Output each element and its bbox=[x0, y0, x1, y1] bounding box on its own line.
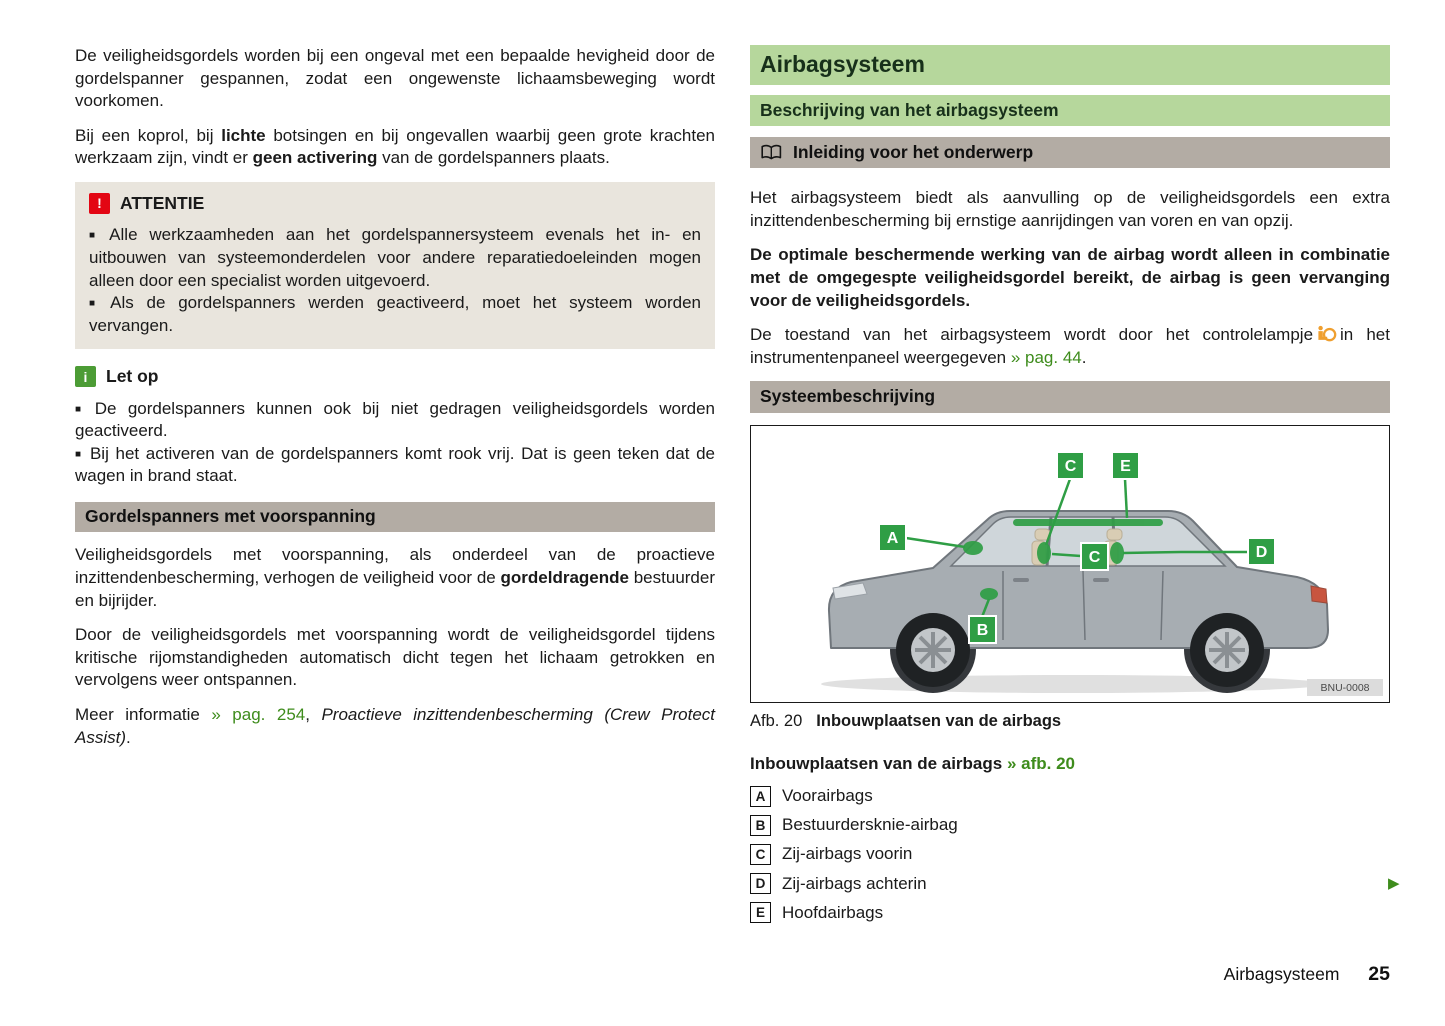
note-header bbox=[75, 365, 715, 388]
text-run: . bbox=[126, 727, 131, 747]
bullet-icon: ■ bbox=[89, 298, 104, 310]
left-column bbox=[75, 45, 715, 761]
subsection-header-intro bbox=[750, 137, 1390, 168]
paragraph-airbag-intro: Het airbagsysteem biedt als aanvulling op de veiligheidsgordels een extra inzittendenbescherming bij ernstige aanrijdingen van voren en van opzij. bbox=[750, 188, 1390, 230]
paragraph-no-activation bbox=[75, 125, 715, 170]
text-run: . bbox=[1081, 347, 1087, 367]
figure-label-c2: C bbox=[1088, 548, 1101, 566]
page-reference-link[interactable]: » pag. 44 bbox=[1010, 347, 1082, 367]
attention-item bbox=[89, 224, 701, 292]
subsection-header-label: Inleiding voor het onderwerp bbox=[793, 141, 1034, 162]
list-key-box: D bbox=[750, 873, 771, 894]
bullet-icon: ■ bbox=[75, 403, 88, 415]
airbag-warning-lamp-icon bbox=[1316, 325, 1337, 342]
figure-reference-link[interactable]: » afb. 20 bbox=[1006, 753, 1075, 773]
attention-item-text: Als de gordelspanners werden geactiveerd, moet het systeem worden vervangen. bbox=[89, 293, 701, 335]
note-item bbox=[75, 398, 715, 443]
text-run-bold: geen activering bbox=[252, 148, 378, 168]
list-item-label: Voorairbags bbox=[782, 786, 873, 806]
text-run: De toestand van het airbagsysteem wordt door het controlelampje bbox=[750, 325, 1314, 345]
figure-number: Afb. 20 bbox=[750, 711, 803, 730]
subsection-header-label: Systeembeschrijving bbox=[760, 386, 936, 407]
footer-section-title: Airbagsysteem bbox=[1223, 964, 1340, 984]
note-title: Let op bbox=[106, 366, 159, 387]
note-item bbox=[75, 443, 715, 488]
paragraph-pretension-1 bbox=[75, 544, 715, 612]
figure-label-b: B bbox=[976, 621, 989, 639]
info-icon: i bbox=[75, 366, 96, 387]
list-item-label: Hoofdairbags bbox=[782, 902, 884, 922]
subsection-header-system bbox=[750, 381, 1390, 412]
text-run-bold: gordeldragende bbox=[500, 567, 629, 587]
bullet-icon: ■ bbox=[75, 448, 83, 460]
list-item bbox=[750, 902, 1390, 925]
paragraph-airbag-warning: De optimale beschermende werking van de airbag wordt alleen in combinatie met de omgegespte veiligheidsgordel bereikt, de airbag is geen vervanging voor de veiligheidsgordels. bbox=[750, 245, 1390, 310]
figure-label-c: C bbox=[1064, 457, 1077, 475]
open-book-icon bbox=[760, 144, 783, 161]
list-key-box: B bbox=[750, 815, 771, 836]
text-run-bold: lichte bbox=[221, 125, 266, 145]
airbag-list-intro bbox=[750, 753, 1390, 776]
note-item-text: Bij het activeren van de gordelspanners komt rook vrij. Dat is geen teken dat de wagen in brand staat. bbox=[75, 443, 715, 486]
list-item bbox=[750, 873, 1390, 896]
figure-caption-text: Inbouwplaatsen van de airbags bbox=[816, 711, 1062, 730]
note-block bbox=[75, 365, 715, 488]
paragraph-indicator-lamp bbox=[750, 324, 1390, 369]
airbag-locations-figure bbox=[750, 425, 1390, 703]
section-header-pretension: Gordelspanners met voorspanning bbox=[75, 502, 715, 532]
continuation-arrow-icon: ▶ bbox=[1388, 875, 1400, 892]
figure-label-e: E bbox=[1120, 457, 1131, 475]
attention-item bbox=[89, 292, 701, 337]
text-run: Meer informatie bbox=[75, 704, 212, 724]
figure-label-d: D bbox=[1255, 543, 1268, 561]
page-number: 25 bbox=[1368, 963, 1390, 985]
attention-title: ATTENTIE bbox=[120, 193, 205, 214]
text-run: Bij een koprol, bij bbox=[75, 125, 222, 145]
list-key-box: E bbox=[750, 902, 771, 923]
figure-caption bbox=[750, 711, 1390, 733]
text-run: botsingen en bij ongevallen waarbij geen grote krachten werkzaam zijn, vindt er bbox=[75, 125, 715, 168]
attention-box bbox=[75, 182, 715, 349]
list-item-label: Bestuurdersknie-airbag bbox=[782, 815, 958, 835]
paragraph-more-info bbox=[75, 704, 715, 749]
section-title-description: Beschrijving van het airbagsysteem bbox=[750, 95, 1390, 126]
right-column bbox=[750, 45, 1390, 931]
page-footer bbox=[750, 963, 1390, 986]
list-item-label: Zij-airbags achterin bbox=[782, 873, 927, 893]
text-run-bold: Inbouwplaatsen van de airbags bbox=[750, 753, 1007, 773]
bullet-icon: ■ bbox=[89, 230, 103, 242]
list-item bbox=[750, 785, 1390, 808]
airbag-locations-illustration bbox=[751, 426, 1389, 702]
attention-item-text: Alle werkzaamheden aan het gordelspannersysteem evenals het in- en uitbouwen van systeemonderdelen voor andere reparatiedoeleinden mogen alleen door een specialist worden uitgevoerd. bbox=[89, 225, 701, 290]
chapter-title: Airbagsysteem bbox=[750, 45, 1390, 85]
attention-header bbox=[89, 192, 701, 215]
note-item-text: De gordelspanners kunnen ook bij niet gedragen veiligheidsgordels worden geactiveerd. bbox=[75, 398, 715, 441]
paragraph-pretension-2: Door de veiligheidsgordels met voorspanning wordt de veiligheidsgordel tijdens kritische rijomstandigheden automatisch dicht tegen het lichaam getrokken en vervolgens weer ontspannen. bbox=[75, 625, 715, 690]
figure-label-a: A bbox=[886, 529, 899, 547]
list-key-box: A bbox=[750, 786, 771, 807]
list-item-label: Zij-airbags voorin bbox=[782, 844, 913, 864]
warning-exclamation-icon: ! bbox=[89, 193, 110, 214]
list-key-box: C bbox=[750, 844, 771, 865]
text-run: , bbox=[305, 704, 322, 724]
list-item bbox=[750, 814, 1390, 837]
page-reference-link[interactable]: » pag. 254 bbox=[211, 704, 306, 724]
list-item bbox=[750, 843, 1390, 866]
paragraph-pretensioner-intro: De veiligheidsgordels worden bij een ongeval met een bepaalde hevigheid door de gordelspanner gespannen, zodat een ongewenste lichaamsbeweging wordt voorkomen. bbox=[75, 46, 715, 111]
text-run: in het instrumentenpaneel weergegeven bbox=[750, 325, 1390, 367]
figure-watermark: BNU-0008 bbox=[1320, 681, 1370, 694]
text-run-italic: Proactieve inzittendenbescherming (Crew Protect Assist) bbox=[75, 704, 715, 747]
text-run: van de gordelspanners plaats. bbox=[377, 148, 610, 168]
text-run: bestuurder en bijrijder. bbox=[75, 567, 716, 610]
text-run: Veiligheidsgordels met voorspanning, als onderdeel van de proactieve inzittendenbescherming, verhogen de veiligheid voor de bbox=[75, 545, 715, 587]
